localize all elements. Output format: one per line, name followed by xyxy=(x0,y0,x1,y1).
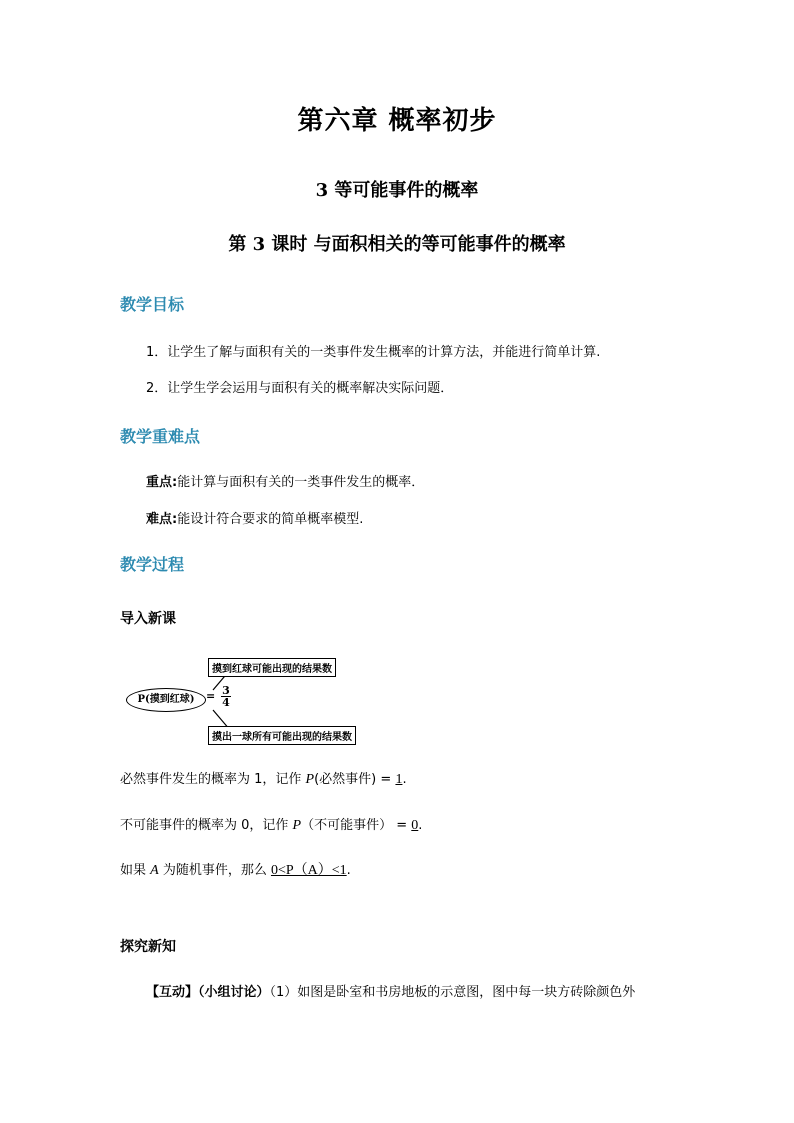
certain-event-line xyxy=(120,768,407,788)
difficulty-label: 难点: xyxy=(146,512,178,527)
line2-answer: 0 xyxy=(411,818,419,833)
objectives-heading: 教学目标 xyxy=(120,295,185,314)
interaction-text: （1）如图是卧室和书房地板的示意图，图中每一块方砖除颜色外 xyxy=(269,985,636,1000)
focus-text: 能计算与面积有关的一类事件发生的概率． xyxy=(177,475,425,490)
line3-mid: 为随机事件，那么 xyxy=(158,863,271,878)
numerator: 3 xyxy=(222,684,230,697)
intro-heading: 导入新课 xyxy=(120,611,176,627)
line2-p: P xyxy=(292,818,302,833)
line2-pre: 不可能事件的概率为 0，记作 xyxy=(120,818,293,833)
focus-line xyxy=(146,471,424,490)
line1-p: P xyxy=(305,772,315,787)
line1-eq: = xyxy=(376,772,396,787)
line1-pre: 必然事件发生的概率为 1，记作 xyxy=(120,772,306,787)
ellipse-label: P(摸到红球) xyxy=(126,688,206,712)
equals-sign: = xyxy=(206,689,216,703)
line3-answer: 0<P（A）<1 xyxy=(270,863,347,878)
process-heading: 教学过程 xyxy=(120,555,185,574)
probability-formula-diagram xyxy=(118,652,378,748)
top-callout: 摸到红球可能出现的结果数 xyxy=(208,658,336,677)
line1-end: . xyxy=(402,772,407,787)
line1-answer: 1 xyxy=(395,772,403,787)
lesson-title: 第 3 课时 与面积相关的等可能事件的概率 xyxy=(228,234,566,255)
line1-paren: (必然事件) xyxy=(314,772,377,787)
line2-eq: = xyxy=(392,818,412,833)
section-title: 3 等可能事件的概率 xyxy=(315,180,479,201)
difficulty-line xyxy=(146,508,363,527)
line2-end: . xyxy=(418,818,423,833)
denominator: 4 xyxy=(222,696,230,709)
line3-pre: 如果 xyxy=(120,863,151,878)
chapter-title: 第六章 概率初步 xyxy=(297,106,497,136)
fraction-stack xyxy=(221,685,231,708)
line3-end: . xyxy=(346,863,351,878)
random-event-line xyxy=(120,859,351,879)
key-points-heading: 教学重难点 xyxy=(120,427,201,446)
objective-item-1: 1．让学生了解与面积有关的一类事件发生概率的计算方法，并能进行简单计算. xyxy=(146,345,601,360)
fraction xyxy=(206,685,231,708)
line3-a: A xyxy=(150,863,159,878)
explore-heading: 探究新知 xyxy=(120,939,176,955)
objective-item-2: 2．让学生学会运用与面积有关的概率解决实际问题． xyxy=(146,381,454,396)
interaction-tag: 【互动】 xyxy=(146,985,199,1000)
interaction-line xyxy=(146,981,635,1000)
impossible-event-line xyxy=(120,814,422,834)
line2-paren: （不可能事件） xyxy=(301,818,393,833)
bottom-callout: 摸出一球所有可能出现的结果数 xyxy=(208,726,356,745)
interaction-group: （小组讨论） xyxy=(198,985,270,1000)
difficulty-text: 能设计符合要求的简单概率模型. xyxy=(177,512,364,527)
focus-label: 重点: xyxy=(146,475,178,490)
